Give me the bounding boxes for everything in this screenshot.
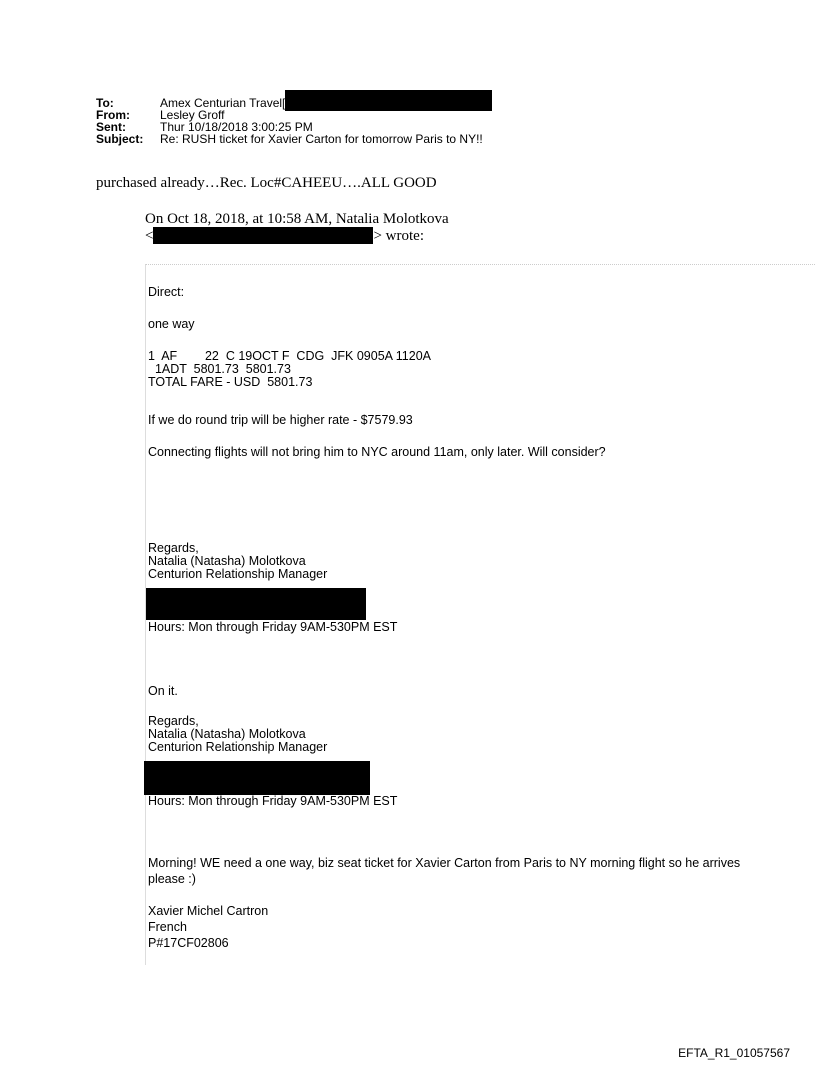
sig1-title: Centurion Relationship Manager	[148, 567, 328, 581]
sig1-regards: Regards,	[148, 541, 199, 555]
traveler-nationality: French	[148, 920, 187, 934]
subject-label: Subject:	[96, 132, 144, 146]
subject-value: Re: RUSH ticket for Xavier Carton for tomorrow Paris to NY!!	[160, 132, 483, 146]
itinerary-line-3: TOTAL FARE - USD 5801.73	[148, 375, 313, 389]
traveler-passport: P#17CF02806	[148, 936, 229, 950]
redaction-sig2	[144, 761, 370, 795]
document-id: EFTA_R1_01057567	[678, 1046, 790, 1060]
sig2-regards: Regards,	[148, 714, 199, 728]
sig1-hours: Hours: Mon through Friday 9AM-530PM EST	[148, 620, 398, 634]
redaction-sig1	[146, 588, 366, 620]
sig2-title: Centurion Relationship Manager	[148, 740, 328, 754]
from-value: Lesley Groff	[160, 108, 225, 122]
sig2-hours: Hours: Mon through Friday 9AM-530PM EST	[148, 794, 398, 808]
attribution-line2	[145, 227, 449, 244]
email-header	[96, 97, 492, 145]
sent-value: Thur 10/18/2018 3:00:25 PM	[160, 120, 313, 134]
itinerary-line-1: 1 AF 22 C 19OCT F CDG JFK 0905A 1120A	[148, 349, 431, 363]
quoted-message	[145, 264, 816, 965]
morning-line-1: Morning! WE need a one way, biz seat ticket for Xavier Carton from Paris to NY morning flight so he arrives	[148, 856, 741, 870]
on-it-text: On it.	[148, 684, 178, 698]
attribution-wrote: > wrote:	[373, 227, 424, 244]
subject-row	[96, 133, 492, 145]
traveler-name: Xavier Michel Cartron	[148, 904, 269, 918]
reply-text: purchased already…Rec. Loc#CAHEEU….ALL GOOD	[96, 175, 437, 191]
attribution-line1: On Oct 18, 2018, at 10:58 AM, Natalia Molotkova	[145, 211, 449, 227]
attribution-lt: <	[145, 227, 154, 244]
sig2-name: Natalia (Natasha) Molotkova	[148, 727, 306, 741]
connecting-note: Connecting flights will not bring him to NYC around 11am, only later. Will consider?	[148, 445, 606, 459]
round-trip-note: If we do round trip will be higher rate - $7579.93	[148, 413, 413, 427]
itinerary-line-2: 1ADT 5801.73 5801.73	[148, 362, 291, 376]
to-value: Amex Centurian Travel[	[160, 96, 286, 110]
quoted-direct: Direct:	[148, 285, 185, 299]
redaction-email	[153, 227, 373, 244]
to-row	[96, 97, 492, 109]
to-label: To:	[96, 96, 114, 110]
sent-label: Sent:	[96, 120, 126, 134]
quote-attribution	[145, 211, 449, 244]
morning-line-2: please :)	[148, 872, 196, 886]
from-label: From:	[96, 108, 130, 122]
redaction-to	[285, 90, 492, 111]
sig1-name: Natalia (Natasha) Molotkova	[148, 554, 306, 568]
quoted-one-way: one way	[148, 317, 195, 331]
